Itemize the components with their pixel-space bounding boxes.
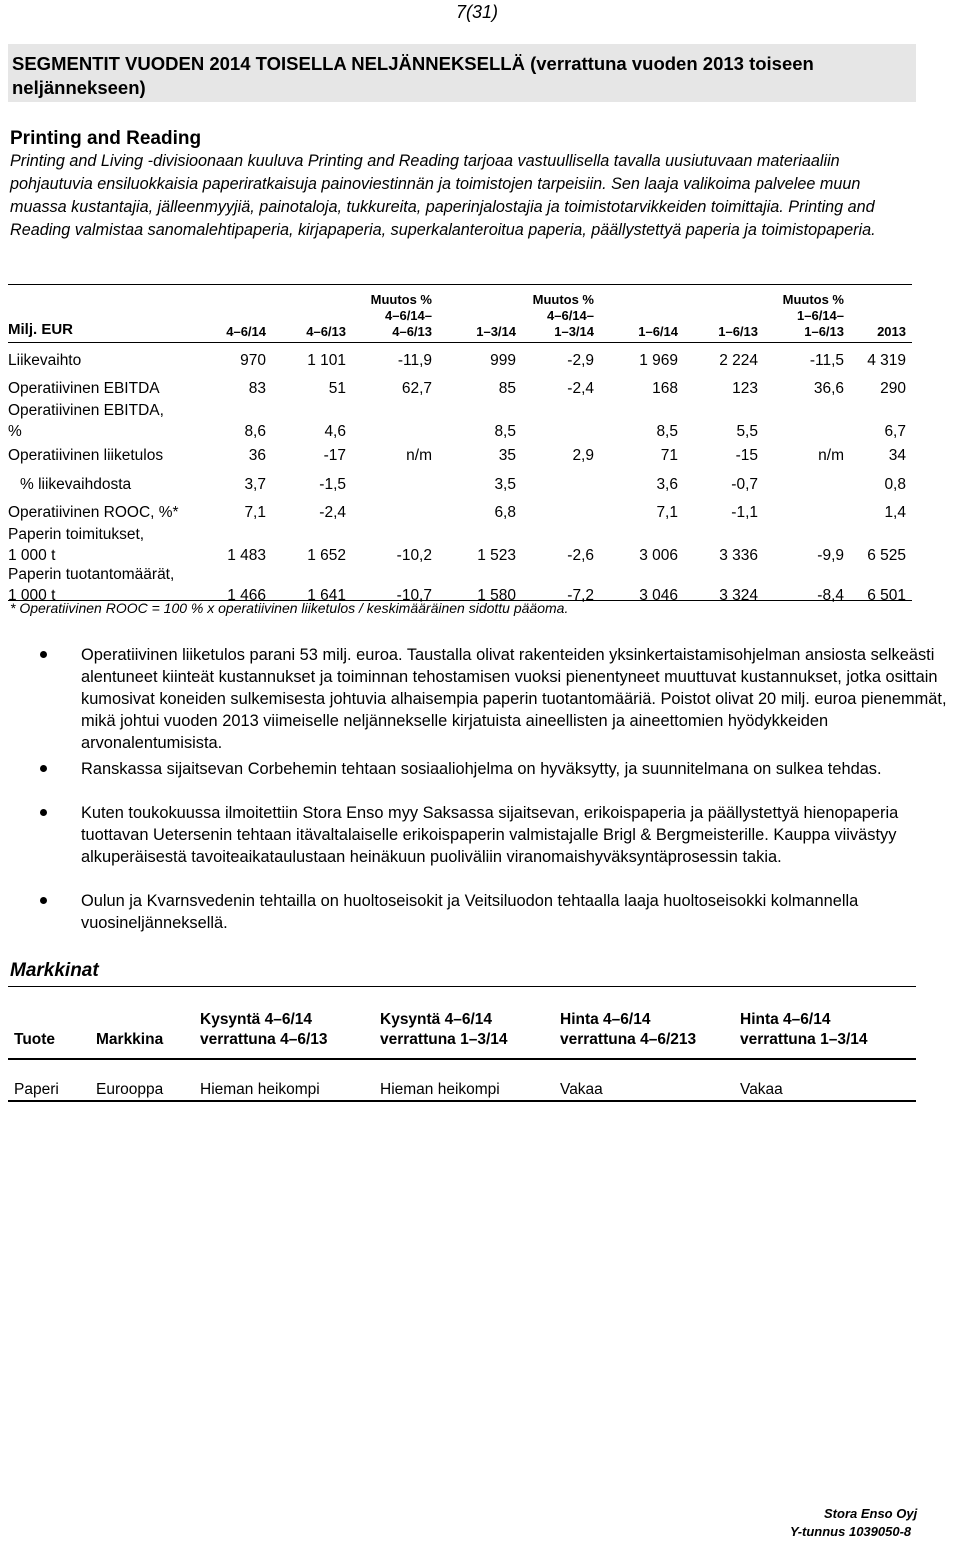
row-label: Liikevaihto (8, 352, 82, 369)
row-label: Operatiivinen EBITDA, (8, 402, 164, 419)
column-header-bottom: 1–6/14 (638, 324, 678, 339)
markets-heading: Markkinat (10, 960, 99, 981)
table-cell: 3 006 (639, 547, 678, 564)
markets-top-rule (8, 986, 916, 987)
table-cell: 8,5 (656, 423, 678, 440)
column-header-top: Muutos % (782, 292, 844, 307)
row-label: 1 000 t (8, 587, 56, 604)
bullet-text: Kuten toukokuussa ilmoitettiin Stora Enso myy Saksassa sijaitsevan, erikoispaperia ja päällystettyä hienopaperia tuottavan Uetersenin tehtaan itävaltalaiselle erikoispaperin valmistajalle Brigl & Bergmeisterille. Kauppa viivästyy alkuperäisestä tavoiteaikataulustaan heinäkuun puoliväliin viranomaishyväksyntäprosessin takia. (81, 804, 899, 866)
table-cell: -7,2 (567, 587, 594, 604)
column-header-mid: 4–6/14– (547, 308, 594, 323)
footer-business-id: Y-tunnus 1039050-8 (790, 1524, 912, 1539)
column-header-top: Muutos % (532, 292, 594, 307)
table-cell: -2,4 (319, 504, 346, 521)
column-header-bottom: 1–6/13 (718, 324, 758, 339)
table-cell: -2,6 (567, 547, 594, 564)
table-cell: -17 (323, 447, 346, 464)
table-cell: -1,1 (731, 504, 758, 521)
column-header-bottom: 1–3/14 (476, 324, 516, 339)
table-top-rule (8, 284, 912, 285)
row-label: 1 000 t (8, 547, 56, 564)
markets-cell: Vakaa (560, 1081, 603, 1098)
markets-cell: Paperi (14, 1081, 59, 1098)
table-cell: 1 101 (307, 352, 346, 369)
table-cell: 168 (652, 380, 678, 397)
table-cell: 35 (498, 447, 516, 464)
column-header-bottom: 2013 (877, 324, 906, 339)
row-label: Operatiivinen liiketulos (8, 447, 164, 464)
table-cell: 36 (248, 447, 266, 464)
bullet-dot-icon (40, 897, 47, 904)
table-cell: 970 (240, 352, 266, 369)
table-cell: 5,5 (736, 423, 758, 440)
markets-header: verrattuna 1–3/14 (380, 1031, 508, 1048)
table-cell: n/m (818, 447, 844, 464)
table-cell: 8,6 (244, 423, 266, 440)
table-cell: 4 319 (867, 352, 906, 369)
table-cell: 7,1 (244, 504, 266, 521)
column-header-mid: 4–6/14– (385, 308, 432, 323)
table-cell: n/m (406, 447, 432, 464)
table-cell: 85 (498, 380, 516, 397)
markets-header: Markkina (96, 1031, 164, 1048)
table-cell: 2,9 (572, 447, 594, 464)
markets-cell: Vakaa (740, 1081, 783, 1098)
markets-header: Hinta 4–6/14 (740, 1011, 831, 1028)
intro-paragraph: Printing and Living -divisioonaan kuuluva Printing and Reading tarjoaa vastuullisella tavalla uusiutuvaan materiaaliin pohjautuvia ensiluokkaisia paperiratkaisuja painoviestinnän ja toimistojen tarpeisiin. Sen laaja valikoima palvelee muun muassa kustantajia, jälleenmyyjiä, painotaloja, tukkureita, paperinjalostajia ja toimistotarvikkeiden toimittajia. Printing and Reading valmistaa sanomalehtipaperia, kirjapaperia, superkalanteroitua paperia, päällystettyä paperia ja toimistopaperia. (10, 152, 876, 239)
table-cell: -0,7 (731, 476, 758, 493)
section-heading: Printing and Reading (10, 128, 202, 149)
table-cell: 36,6 (813, 380, 844, 397)
table-cell: 71 (660, 447, 678, 464)
table-cell: 62,7 (401, 380, 432, 397)
row-label: Operatiivinen EBITDA (8, 380, 160, 397)
bullet-text: Operatiivinen liiketulos parani 53 milj. euroa. Taustalla olivat rakenteiden yksinkertaistamisohjelman ansiosta selkeästi alentuneet kiinteät kustannukset ja toiminnan tehostamisen vuoksi pienentyneet muuttuvat kustannukset, jotka osittain kumosivat koneiden sulkemisesta johtuvia alhaisempia paperin tuotantomääriä. Poistot olivat 20 milj. euroa pienemmät, mikä johtui vuoden 2013 viimeiselle neljännekselle kirjatuista aineellisten ja aineettomien hyödykkeiden arvonalentumisista. (81, 646, 947, 752)
table-cell: 6,8 (494, 504, 516, 521)
column-header-bottom: 1–6/13 (804, 324, 844, 339)
markets-header-rule (8, 1058, 916, 1060)
row-label: % (8, 423, 22, 440)
table-cell: 1 641 (307, 587, 346, 604)
table-cell: 123 (732, 380, 758, 397)
markets-cell: Hieman heikompi (200, 1081, 320, 1098)
footer-company: Stora Enso Oyj (824, 1506, 918, 1521)
table-cell: 3,7 (244, 476, 266, 493)
column-header-bottom: 1–3/14 (554, 324, 594, 339)
table-cell: 6 525 (867, 547, 906, 564)
table-cell: 999 (490, 352, 516, 369)
column-header-bottom: 4–6/13 (392, 324, 432, 339)
markets-cell: Eurooppa (96, 1081, 164, 1098)
table-cell: 34 (888, 447, 906, 464)
table-cell: 3 324 (719, 587, 758, 604)
bullet-text: Oulun ja Kvarnsvedenin tehtailla on huoltoseisokit ja Veitsiluodon tehtaalla laaja huoltoseisokki kolmannella vuosineljänneksellä. (81, 892, 859, 932)
table-header-rule (8, 342, 912, 343)
table-cell: -9,9 (817, 547, 844, 564)
table-cell: -15 (735, 447, 758, 464)
table-cell: 1 483 (227, 547, 266, 564)
table-cell: 2 224 (719, 352, 758, 369)
table-cell: 290 (880, 380, 906, 397)
row-label: % liikevaihdosta (20, 476, 132, 493)
column-header-top: Muutos % (370, 292, 432, 307)
table-cell: 4,6 (324, 423, 346, 440)
markets-header: verrattuna 4–6/13 (200, 1031, 328, 1048)
table-cell: 3 336 (719, 547, 758, 564)
table-cell: 0,8 (884, 476, 906, 493)
table-cell: 7,1 (656, 504, 678, 521)
footnote: * Operatiivinen ROOC = 100 % x operatiivinen liiketulos / keskimääräinen sidottu pääoma. (10, 600, 569, 616)
bullet-dot-icon (40, 765, 47, 772)
table-cell: -11,5 (809, 352, 844, 369)
table-cell: 51 (328, 380, 346, 397)
table-cell: -10,2 (396, 547, 432, 564)
table-cell: 1 580 (477, 587, 516, 604)
row-label: Paperin tuotantomäärät, (8, 566, 175, 583)
table-cell: 1 523 (477, 547, 516, 564)
segment-title: SEGMENTIT VUODEN 2014 TOISELLA NELJÄNNEKSELLÄ (verrattuna vuoden 2013 toiseen neljännekseen) (12, 53, 814, 98)
table-cell: 3,6 (656, 476, 678, 493)
bullet-dot-icon (40, 809, 47, 816)
page-number: 7(31) (456, 2, 499, 22)
row-label: Paperin toimitukset, (8, 526, 145, 543)
table-cell: 3,5 (494, 476, 516, 493)
markets-header: verrattuna 4–6/213 (560, 1031, 697, 1048)
table-cell: 6 501 (867, 587, 906, 604)
markets-table (8, 986, 916, 1102)
table-cell: 3 046 (639, 587, 678, 604)
column-header-bottom: 4–6/14 (226, 324, 266, 339)
table-cell: -1,5 (319, 476, 346, 493)
table-cell: 1 466 (227, 587, 266, 604)
column-header-bottom: 4–6/13 (306, 324, 346, 339)
table-cell: 83 (248, 380, 266, 397)
markets-cell: Hieman heikompi (380, 1081, 500, 1098)
table-cell: -11,9 (397, 352, 432, 369)
markets-header: verrattuna 1–3/14 (740, 1031, 868, 1048)
table-cell: 6,7 (884, 423, 906, 440)
markets-header: Kysyntä 4–6/14 (380, 1011, 493, 1028)
table-cell: -10,7 (396, 587, 432, 604)
table-cell: 1 652 (307, 547, 346, 564)
bullet-dot-icon (40, 651, 47, 658)
table-cell: -2,4 (567, 380, 594, 397)
markets-header: Hinta 4–6/14 (560, 1011, 651, 1028)
unit-label: Milj. EUR (8, 321, 74, 338)
markets-header: Kysyntä 4–6/14 (200, 1011, 313, 1028)
table-cell: 1,4 (884, 504, 906, 521)
column-header-mid: 1–6/14– (797, 308, 844, 323)
table-cell: -8,4 (817, 587, 844, 604)
bullet-text: Ranskassa sijaitsevan Corbehemin tehtaan sosiaaliohjelma on hyväksytty, ja suunnitelmana on sulkea tehdas. (81, 760, 882, 778)
markets-bottom-rule (8, 1100, 916, 1102)
markets-header: Tuote (14, 1031, 56, 1048)
table-cell: 1 969 (639, 352, 678, 369)
row-label: Operatiivinen ROOC, %* (8, 504, 179, 521)
table-cell: 8,5 (494, 423, 516, 440)
table-cell: -2,9 (567, 352, 594, 369)
